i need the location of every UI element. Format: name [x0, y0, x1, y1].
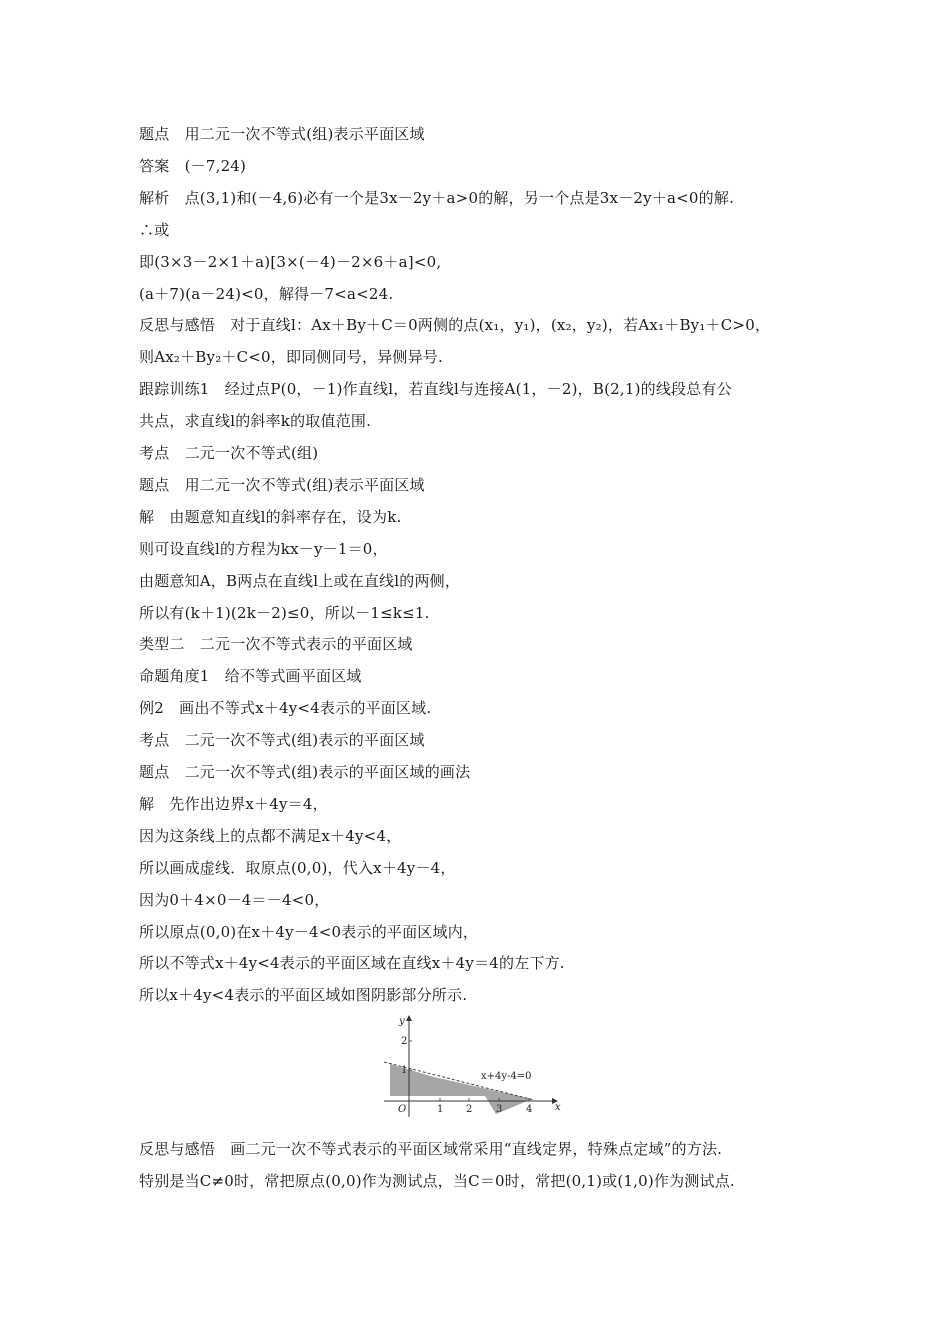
text-line: (a＋7)(a－24)<0，解得－7<a<24. [139, 285, 394, 303]
text-line: 题点 二元一次不等式(组)表示的平面区域的画法 [139, 763, 471, 781]
figure-svg [384, 1013, 564, 1125]
text-line: 类型二 二元一次不等式表示的平面区域 [139, 635, 413, 653]
text-line: 共点，求直线l的斜率k的取值范围. [139, 412, 372, 430]
text-line: 因为0＋4×0－4＝－4<0， [139, 891, 330, 909]
text-line: 题点 用二元一次不等式(组)表示平面区域 [139, 476, 425, 494]
text-line: 命题角度1 给不等式画平面区域 [139, 667, 362, 685]
inequality-region-figure [384, 1013, 564, 1125]
text-line: 跟踪训练1 经过点P(0，－1)作直线l，若直线l与连接A(1，－2)，B(2,1)的线段总有公 [139, 380, 732, 398]
text-line: 考点 二元一次不等式(组)表示的平面区域 [139, 731, 425, 749]
text-line: 解 先作出边界x＋4y＝4， [139, 795, 328, 813]
text-line: 则Ax₂＋By₂＋C<0，即同侧同号，异侧异号. [139, 348, 443, 366]
text-line: ∴或 [139, 221, 170, 239]
text-line: 所以有(k＋1)(2k－2)≤0，所以－1≤k≤1. [139, 604, 430, 622]
text-line: 所以不等式x＋4y<4表示的平面区域在直线x＋4y＝4的左下方. [139, 954, 565, 972]
x-tick-label: 1 [437, 1104, 444, 1115]
text-line: 由题意知A，B两点在直线l上或在直线l的两侧， [139, 572, 461, 590]
origin-label: O [398, 1104, 407, 1115]
text-line: 题点 用二元一次不等式(组)表示平面区域 [139, 125, 425, 143]
text-line: 因为这条线上的点都不满足x＋4y<4， [139, 827, 402, 845]
text-line: 解析 点(3,1)和(－4,6)必有一个是3x－2y＋a>0的解，另一个点是3x－2y＋a<0的解. [139, 189, 735, 207]
text-line: 所以x＋4y<4表示的平面区域如图阴影部分所示. [139, 986, 468, 1004]
x-tick-label: 2 [466, 1104, 473, 1115]
y-axis-label: y [399, 1016, 405, 1027]
text-line: 特别是当C≠0时，常把原点(0,0)作为测试点，当C＝0时，常把(0,1)或(1,0)作为测试点. [139, 1172, 735, 1190]
y-tick-label: 2 [401, 1036, 408, 1047]
text-line: 则可设直线l的方程为kx－y－1＝0， [139, 540, 388, 558]
text-line: 即(3×3－2×1＋a)[3×(－4)－2×6＋a]<0, [139, 253, 442, 271]
text-line: 反思与感悟 画二元一次不等式表示的平面区域常采用“直线定界，特殊点定域”的方法. [139, 1140, 723, 1158]
line-equation-label: x+4y-4=0 [481, 1071, 532, 1082]
text-line: 考点 二元一次不等式(组) [139, 444, 319, 462]
text-line: 例2 画出不等式x＋4y<4表示的平面区域. [139, 699, 432, 717]
text-line: 解 由题意知直线l的斜率存在，设为k. [139, 508, 402, 526]
x-tick-label: 3 [496, 1104, 503, 1115]
x-axis-label: x [555, 1102, 561, 1113]
text-line: 所以画成虚线．取原点(0,0)，代入x＋4y－4， [139, 859, 456, 877]
y-axis-arrow-icon [406, 1015, 412, 1021]
text-line: 反思与感悟 对于直线l：Ax＋By＋C＝0两侧的点(x₁，y₁)，(x₂，y₂)，若Ax₁＋By₁＋C>0， [139, 316, 771, 334]
x-tick-label: 4 [526, 1104, 533, 1115]
text-line: 答案 (－7,24) [139, 157, 247, 175]
y-tick-label: 1 [401, 1065, 408, 1076]
text-line: 所以原点(0,0)在x＋4y－4<0表示的平面区域内， [139, 923, 479, 941]
